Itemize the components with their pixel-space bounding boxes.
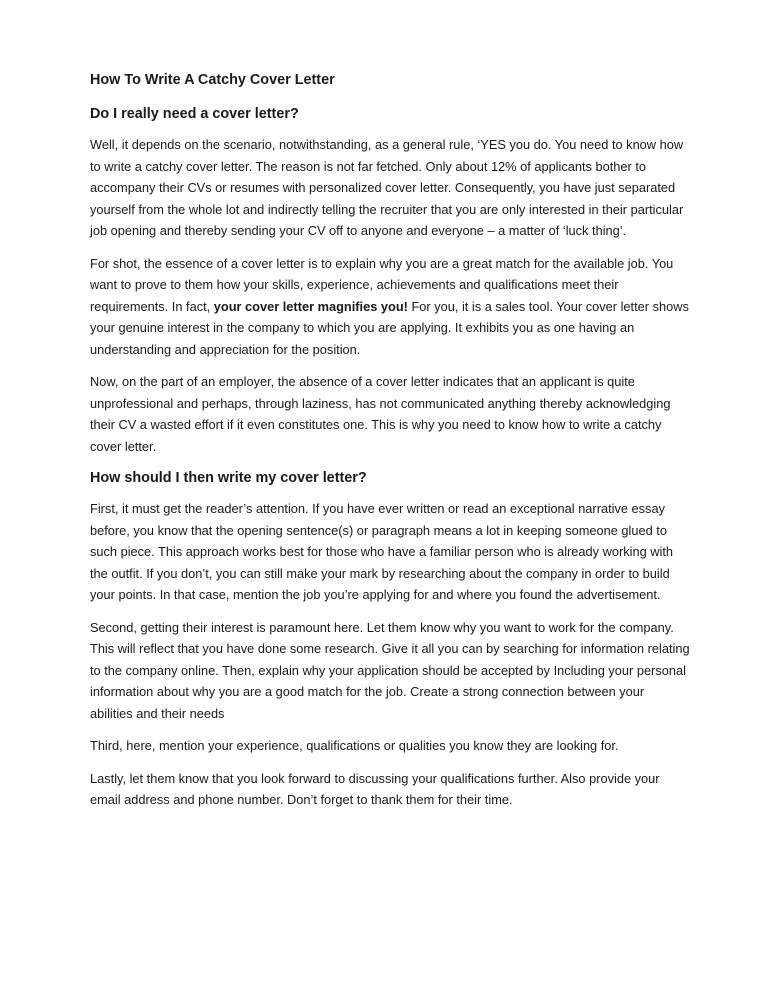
document-page bbox=[90, 70, 690, 822]
paragraph-employer: Now, on the part of an employer, the absence of a cover letter indicates that an applicant is quite unprofessional and perhaps, through laziness, has not communicated anything thereby acknowledging their CV a wasted effort if it even constitutes one. This is why you need to know how to write a catchy cover letter. bbox=[90, 374, 671, 454]
paragraph-lastly: Lastly, let them know that you look forward to discussing your qualifications further. Also provide your email address and phone number. Don’t forget to thank them for their time. bbox=[90, 770, 660, 807]
paragraph-first: First, it must get the reader’s attention. If you have ever written or read an exceptional narrative essay before, you know that the opening sentence(s) or paragraph means a lot in keeping someone glued to such piece. This approach works best for those who have a familiar person who is already working with the outfit. If you don’t, you can still make your mark by researching about the company in order to build your points. In that case, mention the job you’re applying for and where you found the advertisement. bbox=[90, 501, 674, 602]
emphasis-magnifies: your cover letter magnifies you! bbox=[213, 298, 408, 314]
document-title: How To Write A Catchy Cover Letter bbox=[90, 72, 335, 88]
paragraph-scenario: Well, it depends on the scenario, notwithstanding, as a general rule, ‘YES you do. You need to know how to write a catchy cover letter. The reason is not far fetched. Only about 12% of applicants bother to accompany their CVs or resumes with personalized cover letter. Consequently, you have just separated yourself from the whole lot and indirectly telling the recruiter that you are only interested in their particular job opening and thereby sending your CV off to anyone and everyone – a matter of ‘luck thing’. bbox=[90, 137, 684, 238]
paragraph-essence-text-a: For shot, the essence of a cover letter is to explain why you are a great match for the available job. You want to prove to them how your skills, experience, achievements and qualifications meet their requirements. In fact, bbox=[90, 255, 674, 314]
section-heading-how: How should I then write my cover letter? bbox=[90, 470, 367, 486]
paragraph-second: Second, getting their interest is paramount here. Let them know why you want to work for the company. This will reflect that you have done some research. Give it all you can by searching for information relating to the company online. Then, explain why your application should be accepted by Including your personal information about why you are a good match for the job. Create a strong connection between your abilities and their needs bbox=[90, 619, 690, 721]
paragraph-third: Third, here, mention your experience, qualifications or qualities you know they are looking for. bbox=[90, 738, 619, 753]
section-heading-need: Do I really need a cover letter? bbox=[90, 106, 299, 122]
paragraph-essence-text-b: For you, it is a sales tool. Your cover letter shows your genuine interest in the company to which you are applying. It exhibits you as one having an understanding and appreciation for the position. bbox=[90, 298, 689, 357]
paragraph-essence bbox=[90, 253, 690, 361]
